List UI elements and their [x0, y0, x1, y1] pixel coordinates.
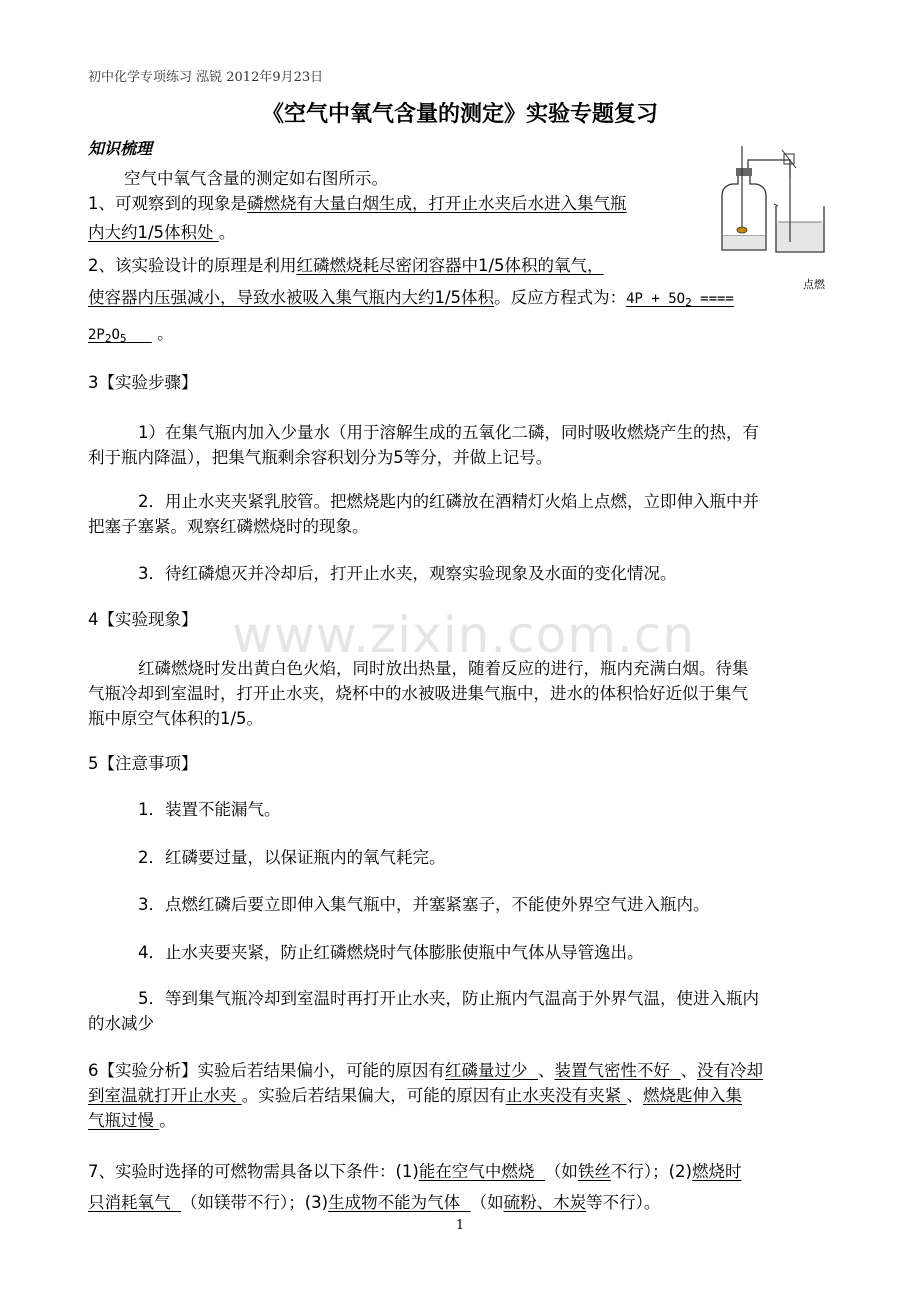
intro-text: 空气中氧气含量的测定如右图所示。	[124, 169, 388, 188]
answer-1-part-2: 内大约1/5体积处	[88, 223, 214, 242]
cause-large-2-part-1: 燃烧匙伸入集	[643, 1086, 742, 1105]
equation-right: $2P_2O_5$	[88, 327, 127, 345]
question-2-line-3: $2P_2O_5$ 。	[88, 324, 174, 345]
phenomena-line-1: 红磷燃烧时发出黄白色火焰，同时放出热量，随着反应的进行，瓶内充满白烟。待集	[138, 659, 749, 678]
example-3: 硫粉、木炭	[503, 1193, 587, 1212]
section-heading-steps: 3【实验步骤】	[88, 373, 198, 392]
example-1: 铁丝	[577, 1162, 611, 1181]
equation-condition: 点燃	[803, 278, 825, 291]
note-1: 1．装置不能漏气。	[138, 800, 281, 819]
section-heading-notes: 5【注意事项】	[88, 754, 198, 773]
condition-2-part-1: 燃烧时	[692, 1162, 742, 1181]
equation-left: $4P + 5O_2$ ====	[626, 291, 734, 309]
condition-3: 生成物不能为气体	[328, 1193, 461, 1212]
note-4: 4．止水夹要夹紧，防止红磷燃烧时气体膨胀使瓶中气体从导管逸出。	[138, 943, 644, 962]
phenomena-line-2: 气瓶冷却到室温时，打开止水夹，烧杯中的水被吸进集气瓶中，进水的体积恰好近似于集气	[88, 684, 748, 703]
step-3: 3．待红磷熄灭并冷却后，打开止水夹，观察实验现象及水面的变化情况。	[138, 564, 677, 583]
note-5-line-2: 的水减少	[88, 1014, 154, 1033]
cause-small-2: 装置气密性不好	[554, 1061, 670, 1080]
question-2-line-2: 使容器内压强减小，导致水被吸入集气瓶内大约1/5体积。反应方程式为：$4P + 5O_2$ ====	[88, 288, 734, 309]
analysis-line-3: 气瓶过慢 。	[88, 1111, 176, 1130]
analysis-line-2: 到室温就打开止水夹 。实验后若结果偏大，可能的原因有止水夹没有夹紧 、燃烧匙伸入集	[88, 1086, 742, 1105]
analysis-line-1: 6【实验分析】实验后若结果偏小，可能的原因有红磷量过少 、装置气密性不好 、没有冷却	[88, 1061, 763, 1080]
cause-small-3-part-1: 没有冷却	[697, 1061, 763, 1080]
section-heading-analysis: 6【实验分析】	[88, 1061, 198, 1080]
apparatus-figure	[712, 138, 842, 260]
question-1-line-1: 1、可观察到的现象是磷燃烧有大量白烟生成，打开止水夹后水进入集气瓶	[88, 194, 627, 213]
question-2-line-1: 2、该实验设计的原理是利用红磷燃烧耗尽密闭容器中1/5体积的氧气，	[88, 256, 604, 275]
step-2-line-1: 2．用止水夹夹紧乳胶管。把燃烧匙内的红磷放在酒精灯火焰上点燃，立即伸入瓶中并	[138, 492, 759, 511]
cause-large-2-part-2: 气瓶过慢	[88, 1111, 154, 1130]
answer-1-part-1: 磷燃烧有大量白烟生成，打开止水夹后水进入集气瓶	[247, 194, 627, 213]
condition-1: 能在空气中燃烧	[418, 1162, 535, 1181]
answer-2-part-1: 红磷燃烧耗尽密闭容器中1/5体积的氧气，	[296, 256, 604, 275]
question-7-line-2: 只消耗氧气 （如镁带不行）；(3)生成物不能为气体 （如硫粉、木炭等不行）。	[88, 1193, 661, 1212]
page-header: 初中化学专项练习 泓锐 2012年9月23日	[88, 70, 324, 85]
note-5-line-1: 5．等到集气瓶冷却到室温时再打开止水夹，防止瓶内气温高于外界气温，使进入瓶内	[138, 989, 759, 1008]
page-title: 《空气中氧气含量的测定》实验专题复习	[261, 102, 658, 127]
question-1-line-2: 内大约1/5体积处 。	[88, 223, 236, 242]
note-3: 3．点燃红磷后要立即伸入集气瓶中，并塞紧塞子，不能使外界空气进入瓶内。	[138, 895, 710, 914]
step-2-line-2: 把塞子塞紧。观察红磷燃烧时的现象。	[88, 517, 369, 536]
phenomena-line-3: 瓶中原空气体积的1/5。	[88, 709, 264, 728]
watermark: www.zixin.com.cn	[232, 606, 696, 664]
step-1-line-1: 1）在集气瓶内加入少量水（用于溶解生成的五氧化二磷，同时吸收燃烧产生的热，有	[138, 423, 759, 442]
cause-small-3-part-2: 到室温就打开止水夹	[88, 1086, 237, 1105]
cause-small-1: 红磷量过少	[445, 1061, 528, 1080]
condition-2-part-2: 只消耗氧气	[88, 1193, 171, 1212]
answer-2-part-2: 使容器内压强减小，导致水被吸入集气瓶内大约1/5体积	[88, 288, 495, 307]
page-number: 1	[455, 1218, 465, 1233]
step-1-line-2: 利于瓶内降温），把集气瓶剩余容积划分为5等分，并做上记号。	[88, 448, 553, 467]
note-2: 2．红磷要过量，以保证瓶内的氧气耗完。	[138, 848, 446, 867]
section-heading-phenomena: 4【实验现象】	[88, 610, 198, 629]
question-7-line-1: 7、实验时选择的可燃物需具备以下条件：(1)能在空气中燃烧 （如铁丝不行）；(2)燃烧时	[88, 1162, 742, 1181]
cause-large-1: 止水夹没有夹紧	[505, 1086, 622, 1105]
section-heading-knowledge: 知识梳理	[88, 139, 153, 158]
